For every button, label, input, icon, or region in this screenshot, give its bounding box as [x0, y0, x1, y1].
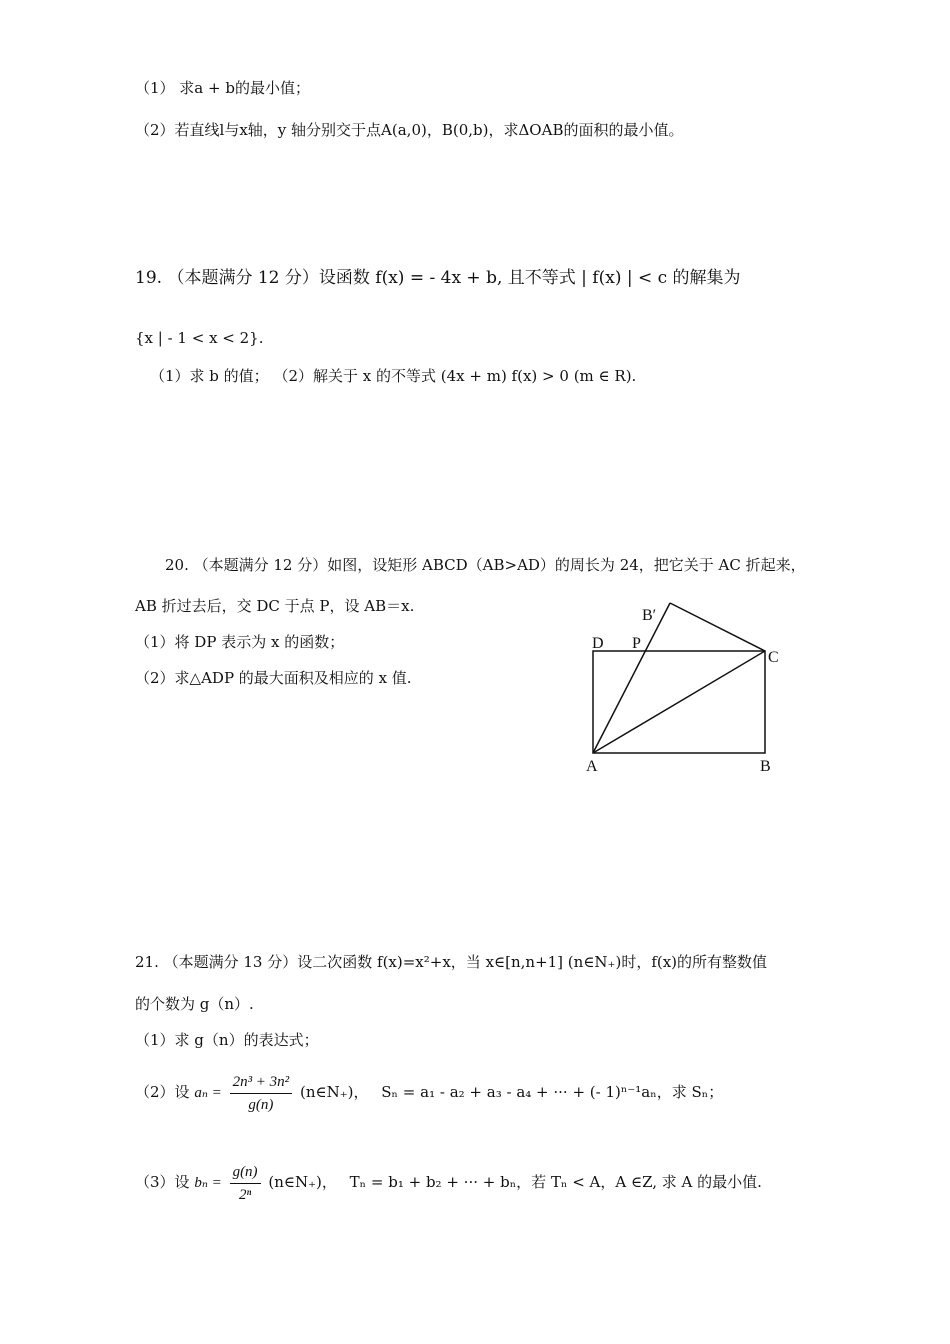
q21-bn-denominator: 2ⁿ [238, 1186, 252, 1203]
q21-an: aₙ = [194, 1085, 222, 1101]
q21-part2-prefix: （2）设 [135, 1083, 190, 1101]
q21-bn-fraction [230, 1161, 261, 1206]
q21-sn: Sₙ = a₁ - a₂ + a₃ - a₄ + ··· + (- 1)ⁿ⁻¹aₙ，求 Sₙ； [381, 1083, 724, 1101]
rectangle-fold-figure [578, 596, 798, 776]
q21-part2 [135, 1070, 723, 1116]
q21-an-condition: (n∈N₊)， [299, 1083, 369, 1101]
fold-b1c [670, 603, 765, 651]
q21-an-fraction [230, 1071, 293, 1116]
q19-stem: 19. （本题满分 12 分）设函数 f(x) = - 4x + b, 且不等式 | f(x) | < c 的解集为 [135, 268, 741, 288]
q21-bn: bₙ = [194, 1175, 222, 1191]
q20-part1: （1）将 DP 表示为 x 的函数； [135, 633, 345, 651]
label-b: B [760, 758, 771, 775]
q21-an-numerator: 2n³ + 3n² [230, 1071, 293, 1094]
q21-tn: Tₙ = b₁ + b₂ + ··· + bₙ，若 Tₙ < A，A ∈Z, 求 A 的最小值. [349, 1173, 762, 1191]
q21-stem2: 的个数为 g（n）. [135, 995, 254, 1013]
q21-stem: 21. （本题满分 13 分）设二次函数 f(x)=x²+x，当 x∈[n,n+1] (n∈N₊)时，f(x)的所有整数值 [135, 953, 768, 971]
q21-bn-numerator: g(n) [230, 1161, 261, 1184]
q19-parts: （1）求 b 的值； （2）解关于 x 的不等式 (4x + m) f(x) > 0 (m ∈ R). [150, 367, 637, 385]
q19-set: {x | - 1 < x < 2}. [135, 329, 264, 347]
label-p: P [632, 635, 641, 652]
label-c: C [768, 649, 779, 666]
q18-part1: （1） 求a + b的最小值； [135, 79, 310, 97]
q21-part3 [135, 1160, 762, 1206]
q20-part2: （2）求△ADP 的最大面积及相应的 x 值. [135, 669, 412, 687]
q21-bn-condition: (n∈N₊)， [268, 1173, 337, 1191]
q20-stem2: AB 折过去后，交 DC 于点 P，设 AB＝x. [135, 597, 415, 615]
q21-part1: （1）求 g（n）的表达式； [135, 1031, 319, 1049]
q20-stem: 20. （本题满分 12 分）如图，设矩形 ABCD（AB>AD）的周长为 24，把它关于 AC 折起来， [165, 556, 806, 574]
label-d: D [592, 635, 604, 652]
q18-part2: （2）若直线l与x轴，y 轴分别交于点A(a,0)，B(0,b)，求ΔOAB的面积的最小值。 [135, 121, 684, 139]
q21-part3-prefix: （3）设 [135, 1173, 190, 1191]
q21-an-denominator: g(n) [248, 1096, 274, 1113]
label-a: A [586, 758, 598, 775]
label-b-prime: B′ [642, 607, 657, 624]
